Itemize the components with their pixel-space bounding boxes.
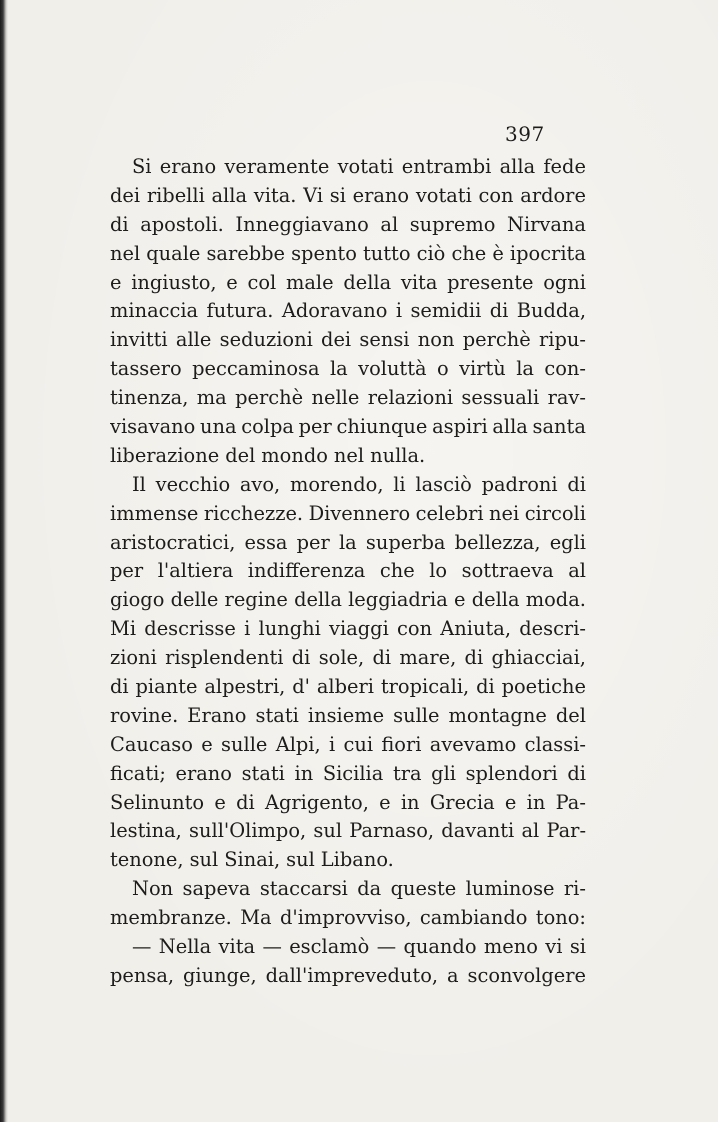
- word: Grecia: [429, 790, 495, 814]
- word: descri-: [519, 617, 586, 641]
- word: li: [393, 472, 406, 496]
- text-line: [110, 471, 586, 500]
- word: descrisse: [144, 617, 236, 641]
- word: erano: [159, 155, 217, 178]
- word: sapeva: [182, 877, 251, 901]
- word: avevamo: [429, 732, 517, 756]
- word: dall'impreveduto,: [265, 963, 439, 987]
- word: pensa,: [110, 963, 175, 987]
- word: sconvolgere: [467, 963, 586, 987]
- word: ciò: [416, 241, 446, 265]
- word: Adoravano: [281, 299, 388, 323]
- text-line: [110, 789, 586, 818]
- word: male: [285, 270, 334, 294]
- word: d'improvviso,: [279, 906, 412, 930]
- word: Agrigento,: [264, 790, 369, 814]
- word: essa: [244, 530, 288, 554]
- word: di: [567, 761, 586, 785]
- word: nei: [489, 501, 520, 525]
- word: di: [464, 646, 484, 670]
- word: sulle: [393, 703, 440, 727]
- word: Nella: [158, 935, 212, 959]
- word: stati: [255, 703, 299, 727]
- word: tinenza,: [110, 386, 189, 410]
- word: si: [329, 183, 346, 207]
- word: ripu-: [538, 328, 586, 352]
- text-line: [110, 760, 586, 789]
- word: dei: [321, 328, 352, 352]
- word: che: [451, 241, 487, 265]
- text-line: [110, 702, 586, 731]
- word: fede: [543, 155, 586, 178]
- word: e: [110, 270, 122, 294]
- word: quando: [403, 935, 477, 959]
- word: una: [200, 415, 237, 439]
- word: si: [569, 935, 586, 959]
- word: montagne: [448, 703, 547, 727]
- word: futura.: [206, 299, 274, 323]
- page-number: 397: [505, 122, 545, 146]
- word: apostoli.: [140, 212, 224, 236]
- word: lasciò: [415, 472, 472, 496]
- word: rovine.: [110, 703, 179, 727]
- text-line: [110, 644, 586, 673]
- word: della: [343, 270, 392, 294]
- text-line: [110, 442, 586, 471]
- word: di: [489, 299, 509, 323]
- word: superba: [365, 530, 446, 554]
- word: a: [447, 963, 459, 987]
- word: la: [329, 357, 348, 381]
- word: da: [357, 877, 382, 901]
- word: sull'Olimpo,: [189, 819, 307, 843]
- word: lunghi: [258, 617, 321, 641]
- word: classi-: [524, 732, 586, 756]
- word: in: [526, 790, 546, 814]
- word: la: [338, 530, 357, 554]
- word: in: [294, 761, 314, 785]
- word: ingiusto,: [131, 270, 217, 294]
- word: Aniuta,: [440, 617, 511, 641]
- text-line: [110, 297, 586, 326]
- word: veramente: [224, 155, 330, 178]
- word: semidii: [410, 299, 482, 323]
- word: mare,: [399, 646, 457, 670]
- word: dei: [110, 183, 141, 207]
- word: membranze.: [110, 906, 232, 930]
- word: giogo: [110, 588, 165, 612]
- word: per: [296, 530, 330, 554]
- word: aristocratici,: [110, 530, 236, 554]
- word: alberi: [316, 675, 374, 699]
- word: davanti: [441, 819, 515, 843]
- word: tropicali,: [380, 675, 470, 699]
- word: —: [132, 935, 152, 959]
- word: cambiando: [419, 906, 528, 930]
- word: e: [379, 790, 391, 814]
- text-line: [110, 875, 586, 904]
- word: Pa-: [555, 790, 586, 814]
- word: leggiadria: [348, 588, 448, 612]
- word: i: [328, 732, 336, 756]
- word: —: [262, 935, 282, 959]
- page-body-text: [110, 153, 586, 991]
- word: chiunque: [336, 415, 428, 439]
- word: per: [298, 415, 332, 439]
- word: colpa: [241, 415, 294, 439]
- word: insieme: [307, 703, 385, 727]
- word: liberazione: [110, 443, 220, 467]
- word: invitti: [110, 328, 168, 352]
- word: tra: [392, 761, 422, 785]
- word: Ma: [240, 906, 272, 930]
- word: Nirvana: [506, 212, 586, 236]
- word: relazioni: [367, 386, 454, 410]
- word: bellezza,: [454, 530, 541, 554]
- word: sul: [189, 848, 219, 872]
- word: peccaminosa: [192, 357, 320, 381]
- word: votati: [415, 183, 472, 207]
- word: tassero: [110, 357, 182, 381]
- word: Si: [132, 155, 152, 178]
- word: sottraeva: [461, 559, 554, 583]
- word: esclamò: [289, 935, 370, 959]
- word: circoli: [524, 501, 586, 525]
- word: egli: [549, 530, 586, 554]
- word: i: [244, 617, 251, 641]
- word: Caucaso: [110, 732, 193, 756]
- word: che: [379, 559, 415, 583]
- word: sessuali: [461, 386, 540, 410]
- word: e: [226, 270, 238, 294]
- word: l'altiera: [157, 559, 234, 583]
- word: poetiche: [501, 675, 586, 699]
- word: ogni: [543, 270, 586, 294]
- word: e: [201, 732, 213, 756]
- word: Selinunto: [110, 790, 205, 814]
- word: erano: [175, 761, 232, 785]
- word: seduzioni: [219, 328, 313, 352]
- word: vita.: [253, 183, 297, 207]
- word: splendori: [465, 761, 558, 785]
- word: presente: [447, 270, 534, 294]
- text-line: [110, 500, 586, 529]
- word: santa: [532, 415, 586, 439]
- word: quale: [146, 241, 201, 265]
- word: Inneggiavano: [235, 212, 369, 236]
- word: mondo: [261, 443, 328, 467]
- word: rav-: [547, 386, 586, 410]
- word: della: [471, 588, 520, 612]
- word: vita: [218, 935, 256, 959]
- word: non: [417, 328, 455, 352]
- word: luminose: [465, 877, 555, 901]
- word: col: [247, 270, 277, 294]
- text-line: [110, 586, 586, 615]
- word: di: [476, 675, 495, 699]
- word: nel: [110, 241, 141, 265]
- word: nulla.: [370, 443, 426, 467]
- word: i: [395, 299, 403, 323]
- text-line: [110, 933, 586, 962]
- word: alpestri,: [204, 675, 286, 699]
- word: tutto: [362, 241, 411, 265]
- word: entrambi: [401, 155, 492, 178]
- text-line: [110, 153, 586, 182]
- word: al: [521, 819, 540, 843]
- word: gli: [431, 761, 456, 785]
- word: sul: [313, 819, 343, 843]
- word: fiori: [381, 732, 422, 756]
- word: votati: [337, 155, 394, 178]
- word: piante: [135, 675, 198, 699]
- word: di: [372, 646, 392, 670]
- word: la: [516, 357, 534, 381]
- word: avo,: [239, 472, 281, 496]
- word: regine: [224, 588, 288, 612]
- word: Il: [132, 472, 146, 496]
- word: nel: [333, 443, 365, 467]
- word: spento: [291, 241, 357, 265]
- word: Mi: [110, 617, 137, 641]
- word: di: [110, 212, 129, 236]
- word: ribelli: [146, 183, 205, 207]
- word: voluttà: [358, 357, 427, 381]
- word: sarebbe: [206, 241, 286, 265]
- word: del: [555, 703, 586, 727]
- word: minaccia: [110, 299, 199, 323]
- word: di: [291, 646, 311, 670]
- word: al: [380, 212, 399, 236]
- word: della: [294, 588, 342, 612]
- word: indifferenza: [247, 559, 366, 583]
- word: virtù: [459, 357, 506, 381]
- word: del: [225, 443, 256, 467]
- word: sensi: [359, 328, 410, 352]
- word: di: [236, 790, 255, 814]
- word: stati: [241, 761, 285, 785]
- word: Vi: [303, 183, 324, 207]
- text-line: [110, 413, 586, 442]
- text-line: [110, 529, 586, 558]
- text-line: [110, 269, 586, 298]
- word: celebri: [415, 501, 484, 525]
- word: alle: [175, 328, 212, 352]
- text-line: [110, 240, 586, 269]
- text-line: [110, 673, 586, 702]
- word: staccarsi: [259, 877, 348, 901]
- word: —: [376, 935, 397, 959]
- text-line: [110, 731, 586, 760]
- binding-shadow: [0, 0, 8, 1122]
- word: Sinai,: [224, 848, 281, 872]
- word: nelle: [311, 386, 360, 410]
- word: vita: [400, 270, 438, 294]
- word: di: [110, 675, 129, 699]
- word: meno: [483, 935, 538, 959]
- word: lestina,: [110, 819, 182, 843]
- word: Divennero: [308, 501, 411, 525]
- text-line: [110, 355, 586, 384]
- word: in: [400, 790, 420, 814]
- word: con: [478, 183, 514, 207]
- word: Par-: [546, 819, 586, 843]
- word: moda.: [525, 588, 586, 612]
- word: Parnaso,: [349, 819, 435, 843]
- word: sole,: [318, 646, 365, 670]
- word: Non: [132, 877, 174, 901]
- word: alla: [499, 155, 536, 178]
- word: ficati;: [110, 761, 166, 785]
- word: con: [397, 617, 433, 641]
- word: o: [436, 357, 449, 381]
- word: ma: [196, 386, 227, 410]
- word: alla: [211, 183, 248, 207]
- word: morendo,: [289, 472, 384, 496]
- text-line: [110, 384, 586, 413]
- word: è: [492, 241, 504, 265]
- word: perchè: [235, 386, 304, 410]
- text-line: [110, 817, 586, 846]
- word: aspiri: [432, 415, 488, 439]
- word: Alpi,: [275, 732, 321, 756]
- word: zioni: [110, 646, 157, 670]
- word: ardore: [520, 183, 586, 207]
- word: cui: [343, 732, 374, 756]
- word: perchè: [462, 328, 531, 352]
- word: erano: [352, 183, 410, 207]
- text-line: [110, 326, 586, 355]
- word: e: [454, 588, 466, 612]
- text-line: [110, 211, 586, 240]
- text-line: [110, 615, 586, 644]
- word: ghiacciai,: [491, 646, 586, 670]
- word: ri-: [563, 877, 586, 901]
- word: immense: [110, 501, 199, 525]
- word: vecchio: [155, 472, 231, 496]
- word: supremo: [409, 212, 496, 236]
- text-line: [110, 182, 586, 211]
- word: giunge,: [183, 963, 257, 987]
- word: queste: [390, 877, 457, 901]
- text-line: [110, 962, 586, 991]
- word: al: [568, 559, 586, 583]
- text-line: [110, 557, 586, 586]
- word: vi: [545, 935, 563, 959]
- word: sul: [286, 848, 315, 872]
- word: delle: [170, 588, 219, 612]
- text-line: [110, 904, 586, 933]
- word: per: [110, 559, 144, 583]
- word: alla: [492, 415, 528, 439]
- word: di: [567, 472, 586, 496]
- text-line: [110, 846, 586, 875]
- word: con-: [544, 357, 586, 381]
- word: viaggi: [329, 617, 389, 641]
- word: Erano: [187, 703, 247, 727]
- word: ricchezze.: [203, 501, 304, 525]
- word: Sicilia: [322, 761, 384, 785]
- word: sulle: [221, 732, 268, 756]
- word: padroni: [481, 472, 558, 496]
- word: tono:: [535, 906, 586, 930]
- word: ipocrita: [509, 241, 586, 265]
- word: d': [292, 675, 310, 699]
- word: e: [214, 790, 226, 814]
- word: Libano.: [320, 848, 394, 872]
- word: tenone,: [110, 848, 184, 872]
- word: visavano: [110, 415, 196, 439]
- word: lo: [429, 559, 448, 583]
- word: e: [504, 790, 517, 814]
- word: risplendenti: [165, 646, 284, 670]
- word: Budda,: [516, 299, 586, 323]
